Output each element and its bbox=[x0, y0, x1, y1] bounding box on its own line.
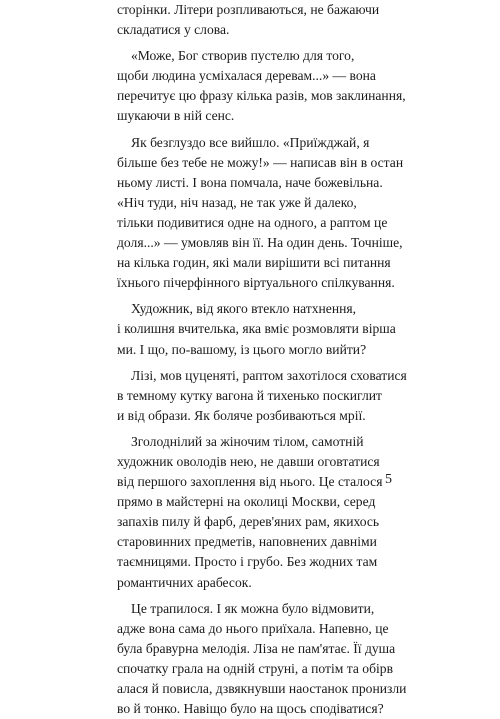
text-line: доля...» — умовляв він її. На один день. Точніше, bbox=[117, 235, 403, 251]
text-line: «Може, Бог створив пустелю для того, bbox=[131, 48, 355, 64]
text-line: складатися у слова. bbox=[117, 22, 230, 38]
text-line: во й тонко. Навіщо було на щось сподіватися? bbox=[117, 701, 384, 717]
text-line: Лізі, мов цуценяті, раптом захотілося сховатися bbox=[131, 367, 407, 383]
text-line: прямо в майстерні на околиці Москви, серед bbox=[117, 494, 376, 510]
text-line: «Ніч туди, ніч назад, не так уже й далеко, bbox=[117, 194, 357, 210]
text-line: романтичних арабесок. bbox=[117, 574, 252, 590]
text-line: алася й повисла, дзвякнувши наостанок пронизли bbox=[117, 681, 407, 696]
text-line: Як безглуздо все вийшло. «Приїжджай, я bbox=[131, 134, 370, 150]
text-line: художник оволодів нею, не давши оговтатися bbox=[117, 453, 380, 469]
text-line: перечитує цю фразу кілька разів, мов заклинання, bbox=[117, 88, 406, 104]
text-line: тільки подивитися одне на одного, а раптом це bbox=[117, 214, 388, 230]
text-line: таємницями. Просто і грубо. Без жодних там bbox=[117, 554, 378, 570]
text-line: і колишня вчителька, яка вміє розмовляти вірша bbox=[117, 321, 396, 337]
text-line: більше без тебе не можу!» — написав він в остан bbox=[117, 154, 404, 170]
text-line: Зголоднілий за жіночим тілом, самотній bbox=[131, 433, 364, 449]
text-line: ньому листі. І вона помчала, наче божевільна. bbox=[117, 174, 383, 190]
text-line: старовинних предметів, наповнених давніми bbox=[117, 534, 377, 550]
text-line: и від образи. Як боляче розбиваються мрії. bbox=[117, 407, 366, 423]
body-text bbox=[117, 0, 407, 719]
text-line: сторінки. Літери розпливаються, не бажаючи bbox=[117, 2, 380, 17]
text-line: Це трапилося. І як можна було відмовити, bbox=[131, 600, 375, 616]
text-line: Художник, від якого втекло натхнення, bbox=[131, 301, 357, 317]
text-line: шукаючи в ній сенс. bbox=[117, 108, 235, 124]
text-line: була бравурна мелодія. Ліза не пам'ятає. Її душа bbox=[117, 640, 396, 656]
page-number: 5 bbox=[385, 472, 392, 487]
text-line: запахів пилу й фарб, дерев'яних рам, якихось bbox=[117, 514, 380, 530]
text-line: на кілька годин, які мали вирішити всі питання bbox=[117, 255, 391, 271]
text-line: ми. І що, по-вашому, із цього могло вийти? bbox=[117, 341, 367, 357]
text-line: їхнього пічерфінного віртуального спілкування. bbox=[117, 275, 395, 291]
text-line: щоби людина усміхалася деревам...» — вона bbox=[117, 68, 376, 84]
text-line: спочатку грала на одній струні, а потім та обірв bbox=[117, 660, 394, 676]
text-line: адже вона сама до нього приїхала. Напевно, це bbox=[117, 620, 389, 636]
text-line: в темному кутку вагона й тихенько поскиглит bbox=[117, 387, 382, 403]
text-line: від першого захоплення від нього. Це сталося bbox=[117, 474, 383, 490]
